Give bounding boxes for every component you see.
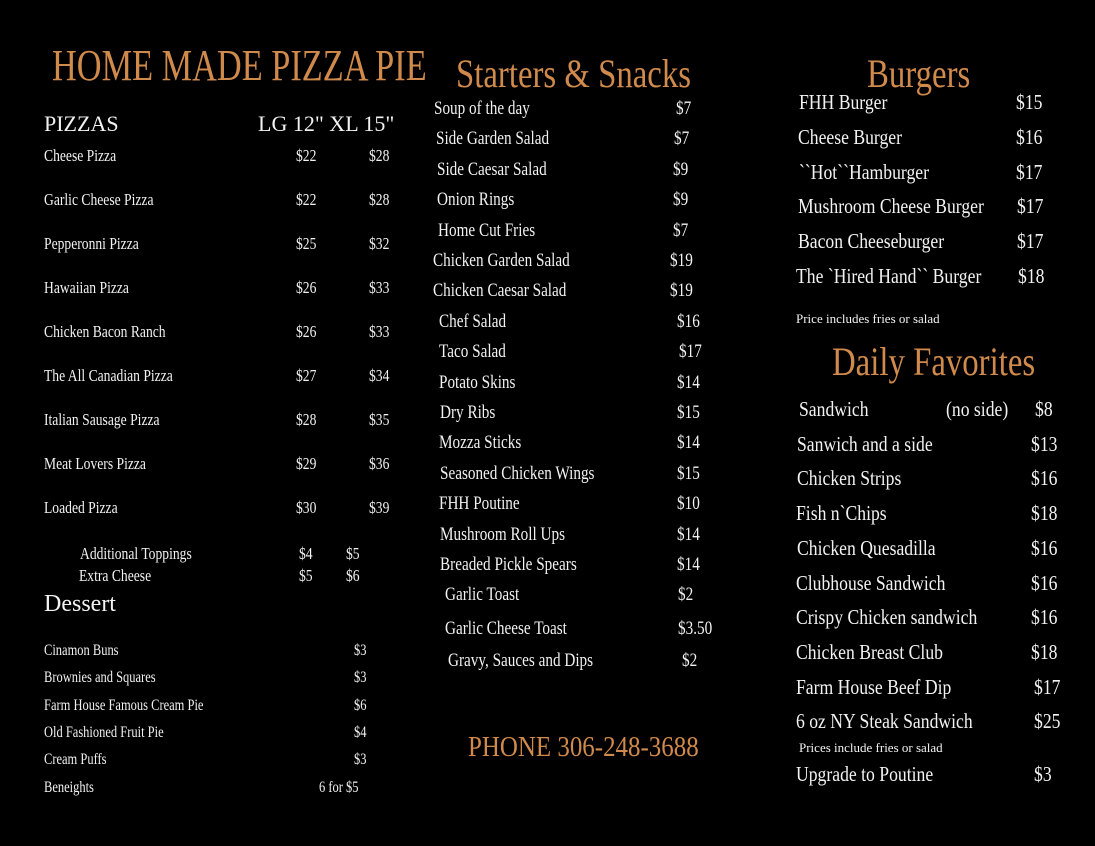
daily-item-name: Sanwich and a side [797, 431, 933, 456]
daily-item-name: Sandwich [799, 397, 869, 421]
starter-item-price: $15 [677, 462, 700, 484]
pizza-item-price-lg: $27 [296, 366, 317, 385]
daily-item-name: Fish n`Chips [796, 501, 887, 526]
dessert-item-name: Cinamon Buns [44, 642, 119, 659]
burger-item-price: $17 [1017, 194, 1044, 219]
starter-item-name: Soup of the day [434, 98, 530, 119]
starter-item-name: Potato Skins [439, 371, 516, 393]
starter-item-name: Taco Salad [439, 341, 506, 363]
burger-item-name: Bacon Cheeseburger [798, 229, 945, 254]
dessert-item-name: Old Fashioned Fruit Pie [44, 723, 164, 741]
starter-item-price: $14 [677, 371, 700, 393]
starter-item-name: Mushroom Roll Ups [440, 523, 565, 545]
daily-item-price: $16 [1031, 535, 1058, 560]
burger-item-price: $15 [1016, 90, 1043, 114]
burger-item-price: $18 [1018, 264, 1045, 288]
starter-item-name: Chef Salad [439, 310, 507, 332]
daily-item-name: 6 oz NY Steak Sandwich [796, 709, 973, 734]
burgers-title: Burgers [867, 51, 971, 96]
starter-item-name: Chicken Garden Salad [433, 250, 570, 271]
daily-item-extra: (no side) [946, 397, 1009, 421]
starter-item-price: $9 [673, 189, 689, 211]
pizza-item-name: Loaded Pizza [44, 498, 118, 517]
pizza-item-price-lg: $26 [296, 278, 317, 297]
extra-item-price-xl: $5 [346, 544, 360, 563]
starters-title: Starters & Snacks [456, 51, 692, 96]
dessert-item-price: 6 for $5 [319, 778, 359, 796]
starter-item-price: $14 [677, 432, 700, 454]
daily-item-price: $18 [1031, 501, 1058, 526]
pizza-item-name: Meat Lovers Pizza [44, 454, 146, 473]
pizza-item-name: Pepperonni Pizza [44, 234, 139, 253]
daily-item-price: $16 [1031, 466, 1058, 491]
pizza-title: HOME MADE PIZZA PIE [52, 41, 427, 90]
starter-item-name: FHH Poutine [439, 493, 520, 515]
starter-item-price: $16 [677, 310, 700, 332]
daily-item-name: Clubhouse Sandwich [796, 570, 946, 595]
burger-item-name: FHH Burger [799, 90, 888, 114]
pizza-item-price-lg: $25 [296, 234, 317, 253]
pizza-header-label: PIZZAS [44, 111, 119, 136]
starter-item-name: Mozza Sticks [439, 432, 522, 454]
pizza-item-price-lg: $22 [296, 146, 317, 165]
pizza-item-price-xl: $33 [369, 278, 390, 297]
extra-item-price-lg: $5 [299, 566, 313, 585]
dessert-item-price: $3 [354, 642, 367, 659]
daily-item-price: $16 [1031, 605, 1058, 630]
burgers-note: Price includes fries or salad [796, 311, 940, 326]
dessert-item-name: Beneights [44, 778, 94, 796]
daily-item-name: Chicken Breast Club [796, 639, 943, 664]
burger-item-name: Mushroom Cheese Burger [798, 194, 984, 219]
starter-item-name: Onion Rings [437, 189, 515, 211]
starter-item-price: $15 [677, 402, 700, 423]
starter-item-name: Dry Ribs [440, 402, 496, 423]
pizza-item-name: Chicken Bacon Ranch [44, 322, 166, 341]
starter-item-price: $7 [676, 98, 692, 119]
daily-item-name: Chicken Strips [797, 466, 902, 491]
burger-item-name: The `Hired Hand`` Burger [796, 264, 982, 288]
burger-item-name: Cheese Burger [798, 124, 903, 149]
starter-item-name: Seasoned Chicken Wings [440, 462, 595, 484]
dessert-item-price: $4 [354, 723, 367, 741]
pizza-item-price-xl: $28 [369, 190, 390, 209]
starter-item-name: Chicken Caesar Salad [433, 280, 567, 302]
burger-item-name: ``Hot``Hamburger [799, 159, 929, 184]
pizza-item-price-xl: $34 [369, 366, 390, 385]
starter-item-price: $2 [682, 650, 698, 671]
daily-item-price: $18 [1031, 639, 1058, 664]
pizza-item-price-xl: $28 [369, 146, 390, 165]
pizza-item-name: Hawaiian Pizza [44, 278, 129, 297]
upgrade-item-price: $3 [1034, 762, 1052, 786]
burger-item-price: $17 [1017, 229, 1044, 254]
starter-item-name: Side Garden Salad [436, 128, 550, 150]
starter-item-price: $10 [677, 493, 700, 515]
starter-item-name: Home Cut Fries [438, 219, 536, 241]
burger-item-price: $16 [1016, 124, 1043, 149]
burger-item-price: $17 [1016, 159, 1043, 184]
pizza-item-price-xl: $32 [369, 234, 390, 253]
pizza-item-price-xl: $36 [369, 454, 390, 473]
pizza-item-name: Garlic Cheese Pizza [44, 190, 154, 209]
daily-note: Prices include fries or salad [799, 740, 943, 755]
pizza-item-price-lg: $30 [296, 498, 317, 517]
starter-item-price: $14 [677, 523, 700, 545]
pizza-item-price-lg: $28 [296, 410, 317, 429]
extra-item-price-lg: $4 [299, 544, 313, 563]
starter-item-name: Gravy, Sauces and Dips [448, 650, 594, 671]
extra-item-name: Extra Cheese [79, 566, 152, 585]
daily-item-price: $25 [1034, 709, 1061, 734]
starter-item-price: $3.50 [678, 618, 713, 639]
daily-item-name: Crispy Chicken sandwich [796, 605, 978, 630]
dessert-item-price: $3 [354, 751, 367, 769]
daily-item-price: $13 [1031, 431, 1058, 456]
dessert-item-price: $6 [354, 696, 367, 714]
starter-item-name: Breaded Pickle Spears [440, 554, 577, 575]
extra-item-name: Additional Toppings [80, 544, 192, 563]
daily-item-price: $16 [1031, 570, 1058, 595]
dessert-title: Dessert [44, 591, 116, 617]
pizza-item-price-xl: $35 [369, 410, 390, 429]
pizza-item-name: Cheese Pizza [44, 146, 117, 165]
phone-number: PHONE 306-248-3688 [468, 731, 699, 763]
dessert-item-name: Cream Puffs [44, 751, 107, 769]
dessert-item-name: Brownies and Squares [44, 669, 156, 687]
daily-item-price: $8 [1035, 397, 1053, 421]
pizza-item-name: Italian Sausage Pizza [44, 410, 160, 429]
starter-item-price: $7 [674, 128, 690, 150]
pizza-item-price-xl: $39 [369, 498, 390, 517]
starter-item-name: Side Caesar Salad [437, 158, 547, 180]
daily-item-name: Chicken Quesadilla [797, 535, 936, 560]
dessert-item-name: Farm House Famous Cream Pie [44, 696, 204, 714]
pizza-item-price-lg: $29 [296, 454, 317, 473]
starter-item-price: $17 [679, 341, 702, 363]
pizza-item-price-xl: $33 [369, 322, 390, 341]
daily-title: Daily Favorites [832, 339, 1036, 384]
daily-item-price: $17 [1034, 674, 1061, 699]
pizza-item-name: The All Canadian Pizza [44, 366, 173, 385]
starter-item-price: $14 [677, 554, 700, 575]
starter-item-price: $19 [670, 280, 693, 302]
starter-item-price: $9 [673, 158, 689, 180]
upgrade-item-name: Upgrade to Poutine [796, 762, 934, 786]
pizza-item-price-lg: $26 [296, 322, 317, 341]
starter-item-price: $2 [678, 584, 694, 606]
starter-item-name: Garlic Toast [445, 584, 520, 606]
starter-item-price: $19 [670, 250, 693, 271]
daily-item-name: Farm House Beef Dip [796, 674, 952, 699]
starter-item-price: $7 [673, 219, 689, 241]
pizza-item-price-lg: $22 [296, 190, 317, 209]
dessert-item-price: $3 [354, 669, 367, 687]
starter-item-name: Garlic Cheese Toast [445, 618, 567, 639]
pizza-header-sizes: LG 12" XL 15" [258, 111, 395, 136]
extra-item-price-xl: $6 [346, 566, 360, 585]
